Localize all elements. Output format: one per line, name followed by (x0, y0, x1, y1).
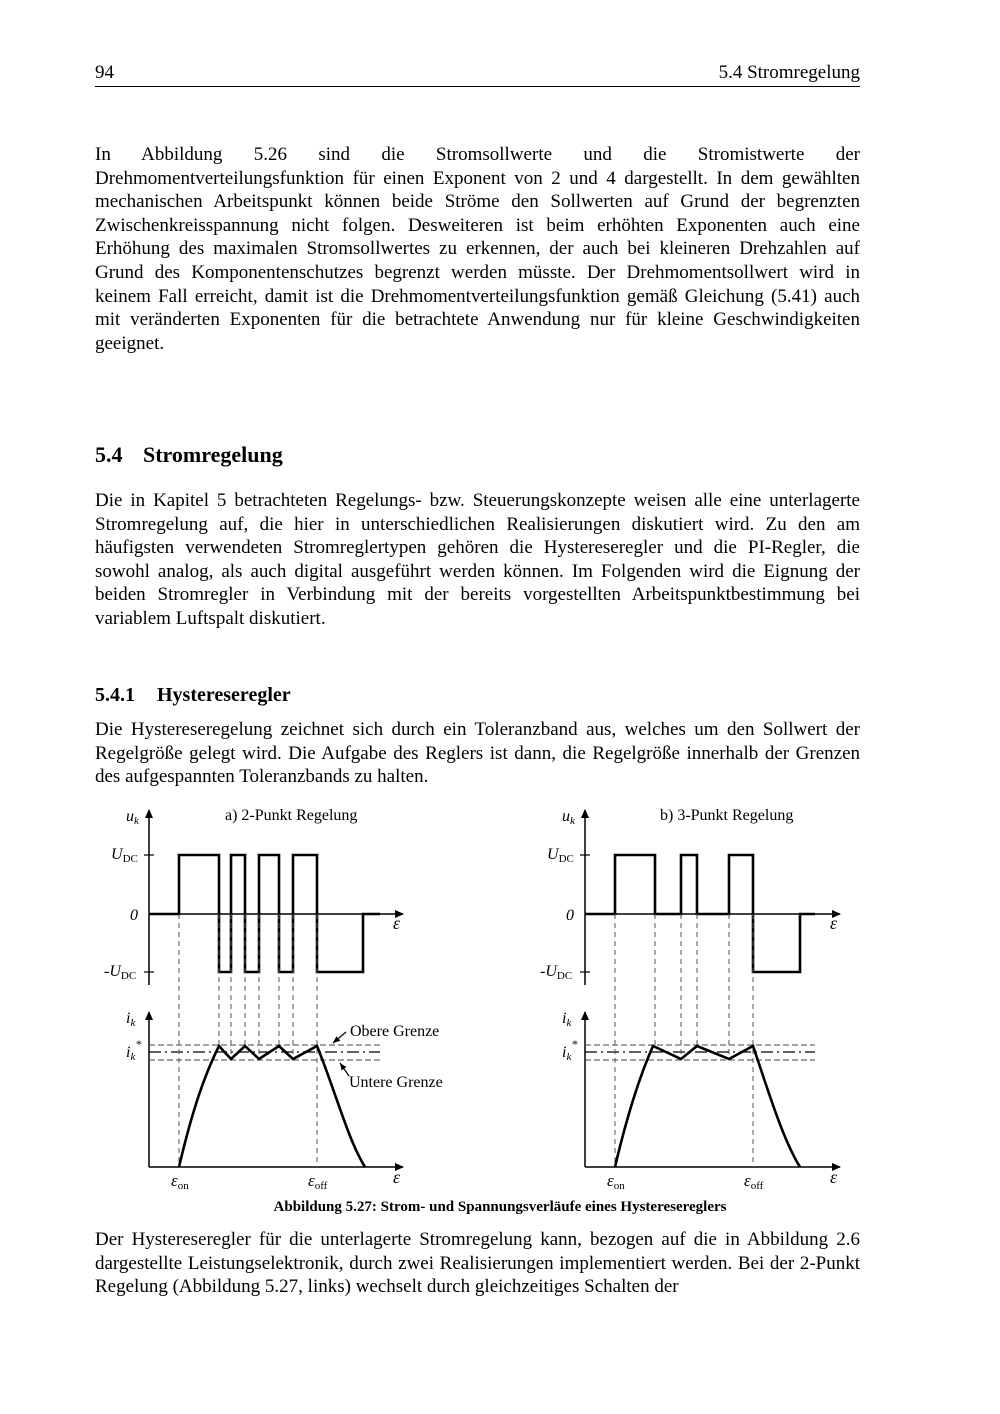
paragraph-continuation: Der Hystereseregler für die unterlagerte Stromregelung kann, bezogen auf die in Abbildung 2.6 dargestellte Leistungselektronik, durch zwei Realisierungen implementiert werden. Bei der 2-Punkt Regelung (Abbildung 5.27, links) wechselt durch gleichzeitiges Schalten der (95, 1229, 860, 1298)
right-zero-label: 0 (566, 907, 574, 924)
paragraph-section-intro: Die in Kapitel 5 betrachteten Regelungs- bzw. Steuerungskonzepte weisen alle eine unterlagerte Stromregelung auf, die hier in unterschiedlichen Realisierungen diskutiert wird. Zu den am häufigsten verwendeten Stromreglertypen gehören die Hystereseregler und die PI-Regler, die sowohl analog, als auch digital ausgeführt werden können. Im Folgenden wird die Eignung der beiden Stromregler in Verbindung mit der bereits vorgestellten Arbeitspunktbestimmung bei variablem Luftspalt diskutiert. (95, 490, 860, 629)
subsection-title: Hystereseregler (157, 684, 291, 706)
left-eps-off-label: εoff (308, 1171, 328, 1192)
right-current-waveform (615, 1046, 800, 1167)
paragraph-intro: In Abbildung 5.26 sind die Stromsollwerte und die Stromistwerte der Drehmomentverteilungsfunktion für einen Exponent von 2 und 4 dargestellt. In dem gewählten mechanischen Arbeitspunkt können beide Ströme den Sollwerten auf Grund der begrenzten Zwischenkreisspannung nicht folgen. Desweiteren ist beim erhöhten Exponenten auch eine Erhöhung des maximalen Stromsollwertes zu erkennen, der auch bei kleineren Drehzahlen auf Grund des Komponentenschutzes begrenzt werden müsste. Der Drehmomentsollwert wird in keinem Fall erreicht, damit ist die Drehmomentverteilungsfunktion gemäß Gleichung (5.41) auch mit veränderten Exponenten für die betrachtete Anwendung nur für kleine Geschwindigkeiten geeignet. (95, 144, 860, 354)
left-zero-label: 0 (130, 907, 138, 924)
lower-limit-label: Untere Grenze (349, 1074, 443, 1091)
section-heading (95, 442, 283, 468)
running-title: 5.4 Stromregelung (718, 62, 860, 83)
left-ik-label: ik (126, 1010, 136, 1029)
left-udc-label: UDC (111, 846, 138, 865)
right-udc-label: UDC (547, 846, 574, 865)
section-number: 5.4 (95, 442, 123, 467)
right-eps-axis-label-top: ε (830, 913, 838, 933)
left-iref-label: ik* (126, 1037, 142, 1063)
page-header (95, 62, 860, 87)
right-panel (540, 807, 840, 1192)
figure-hysteresis (90, 800, 870, 1200)
left-eps-axis-label-bottom: ε (393, 1167, 401, 1187)
right-neg-udc-label: -UDC (540, 963, 573, 982)
lower-limit-arrow (340, 1063, 349, 1076)
left-current-waveform (179, 1046, 365, 1167)
left-eps-axis-label-top: ε (393, 913, 401, 933)
left-panel-title: a) 2-Punkt Regelung (225, 807, 358, 824)
page-number: 94 (95, 62, 114, 83)
upper-limit-label: Obere Grenze (350, 1023, 440, 1040)
section-title: Stromregelung (143, 442, 283, 467)
right-iref-label: ik* (562, 1037, 578, 1063)
right-panel-title: b) 3-Punkt Regelung (660, 807, 794, 824)
paragraph-hysteresis: Die Hystereseregelung zeichnet sich durch ein Toleranzband aus, welches um den Sollwert der Regelgröße gelegt wird. Die Aufgabe des Reglers ist dann, die Regelgröße innerhalb der Grenzen des aufgespannten Toleranzbands zu halten. (95, 719, 860, 788)
left-panel (104, 807, 443, 1192)
right-eps-on-label: εon (607, 1171, 625, 1192)
left-switching-guides (179, 914, 317, 1167)
subsection-heading (95, 684, 291, 707)
left-neg-udc-label: -UDC (104, 963, 137, 982)
left-uk-label: uk (126, 808, 139, 827)
left-eps-on-label: εon (171, 1171, 189, 1192)
right-eps-off-label: εoff (744, 1171, 764, 1192)
subsection-number: 5.4.1 (95, 684, 135, 706)
right-ik-label: ik (562, 1010, 572, 1029)
right-eps-axis-label-bottom: ε (830, 1167, 838, 1187)
upper-limit-arrow (333, 1032, 346, 1043)
figure-caption: Abbildung 5.27: Strom- und Spannungsverläufe eines Hysteresereglers (273, 1199, 727, 1215)
right-uk-label: uk (562, 808, 575, 827)
right-switching-guides (615, 914, 753, 1167)
